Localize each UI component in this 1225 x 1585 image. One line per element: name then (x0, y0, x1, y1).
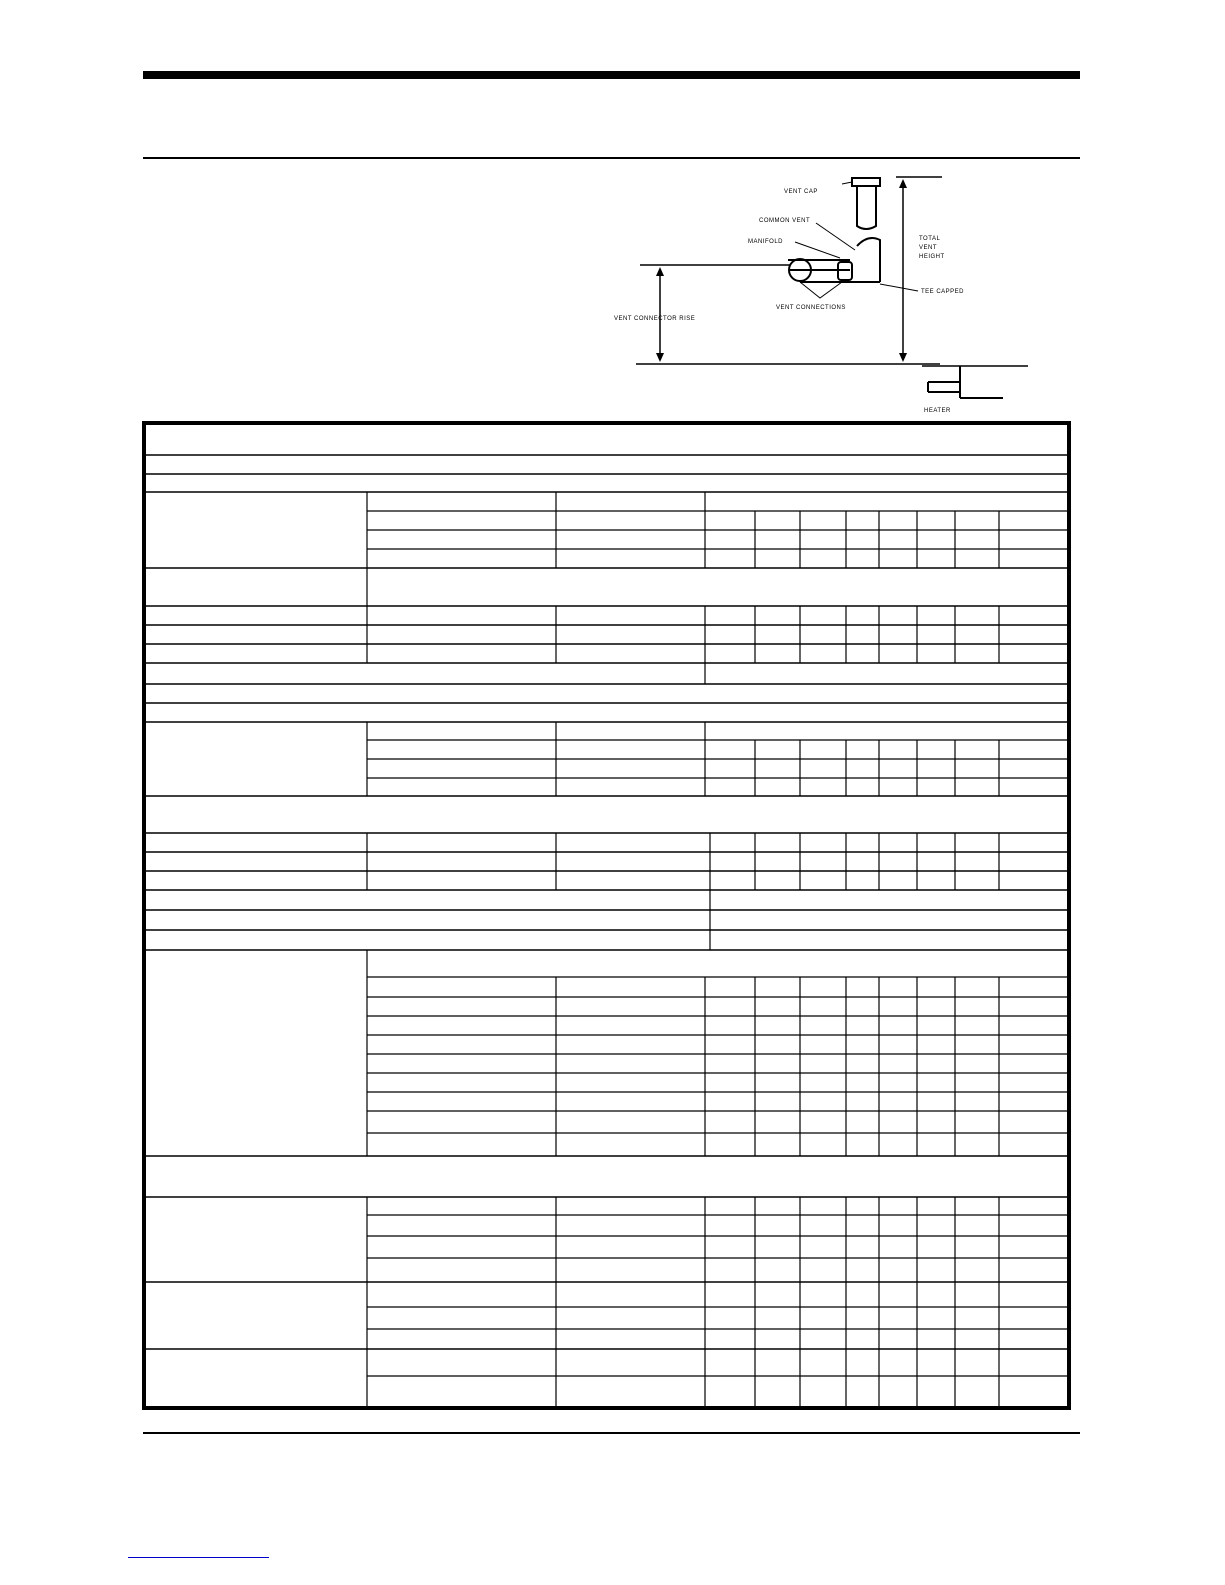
total-vent-height-label-3: HEIGHT (919, 254, 945, 260)
total-vent-height-label-1: TOTAL (919, 236, 941, 242)
vent-connections-label: VENT CONNECTIONS (776, 305, 846, 311)
manifold-label: MANIFOLD (748, 239, 784, 245)
heater-label: HEATER (924, 408, 951, 414)
vent-connector-rise-label: VENT CONNECTOR RISE (614, 316, 696, 322)
tee-capped-label: TEE CAPPED (921, 289, 965, 295)
total-vent-height-label-2: VENT (919, 245, 938, 251)
footer-rule (143, 1432, 1080, 1434)
footer-link-underline[interactable] (128, 1557, 269, 1558)
vent-cap-label: VENT CAP (784, 189, 818, 195)
table-border (144, 423, 1069, 1408)
common-vent-label: COMMON VENT (759, 218, 811, 224)
